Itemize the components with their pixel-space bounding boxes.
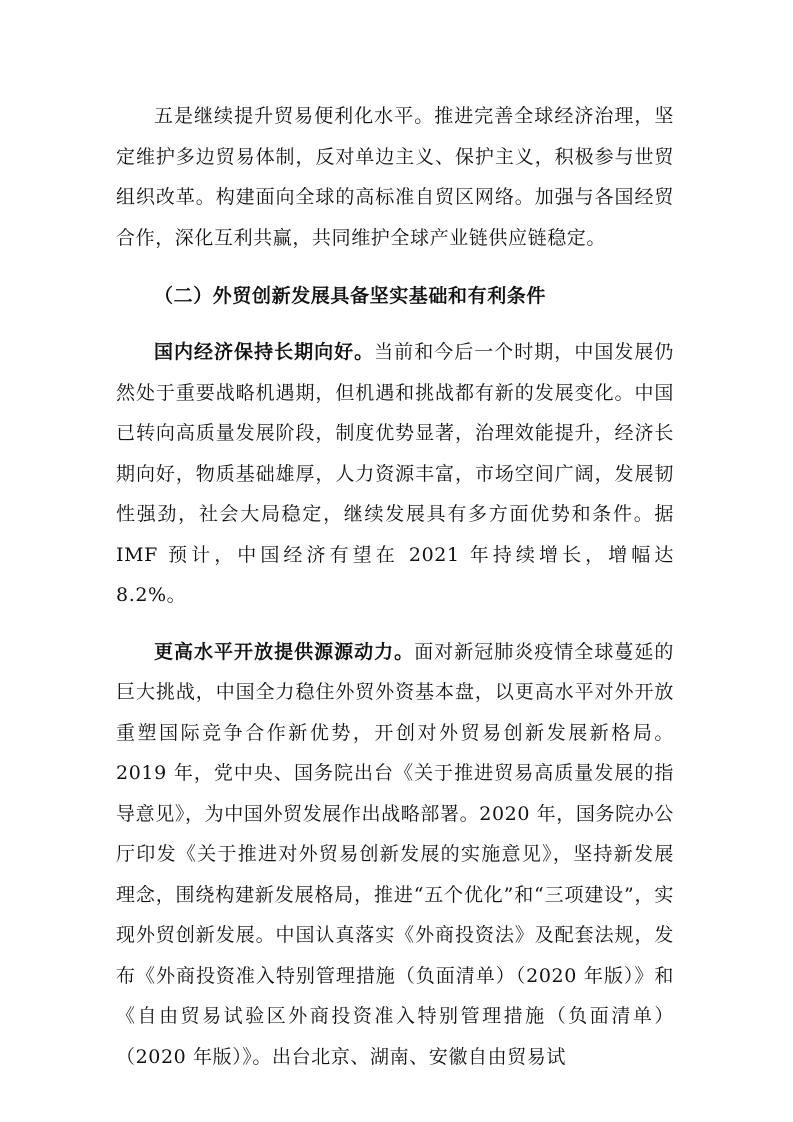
paragraph-domestic-economy (116, 332, 674, 616)
section-heading: （二）外贸创新发展具备坚实基础和有利条件 (154, 285, 547, 307)
paragraph-body-opening-up: 面对新冠肺炎疫情全球蔓延的巨大挑战，中国全力稳住外贸外资基本盘，以更高水平对外开放重塑国际竞争合作新优势，开创对外贸易创新发展新格局。2019 年，党中央、国务院出台《关于推进贸易高质量发展的指导意见》，为中国外贸发展作出战略部署。2020 年，国务院办公厅印发《关于推进对外贸易创新发展的实施意见》，坚持新发展理念，围绕构建新发展格局，推进“五个优化”和“三项建设”，实现外贸创新发展。中国认真落实《外商投资法》及配套法规，发布《外商投资准入特别管理措施（负面清单）（2020 年版）》和《自由贸易试验区外商投资准入特别管理措施（负面清单）（2020 年版）》。出台北京、湖南、安徽自由贸易试 (116, 640, 674, 1068)
paragraph-lead-opening-up: 更高水平开放提供源源动力。 (154, 640, 415, 663)
document-page (116, 96, 674, 1077)
paragraph-opening-up (116, 632, 674, 1078)
paragraph-body-domestic-economy: 当前和今后一个时期，中国发展仍然处于重要战略机遇期，但机遇和挑战都有新的发展变化。中国已转向高质量发展阶段，制度优势显著，治理效能提升，经济长期向好，物质基础雄厚，人力资源丰富，市场空间广阔，发展韧性强劲，社会大局稳定，继续发展具有多方面优势和条件。据 IMF 预计，中国经济有望在 2021 年持续增长，增幅达 8.2%。 (116, 341, 674, 606)
paragraph-gap (116, 616, 674, 632)
paragraph-lead-domestic-economy: 国内经济保持长期向好。 (154, 341, 375, 363)
paragraph-trade-facilitation: 五是继续提升贸易便利化水平。推进完善全球经济治理，坚定维护多边贸易体制，反对单边主义、保护主义，积极参与世贸组织改革。构建面向全球的高标准自贸区网络。加强与各国经贸合作，深化互利共赢，共同维护全球产业链供应链稳定。 (116, 105, 674, 249)
